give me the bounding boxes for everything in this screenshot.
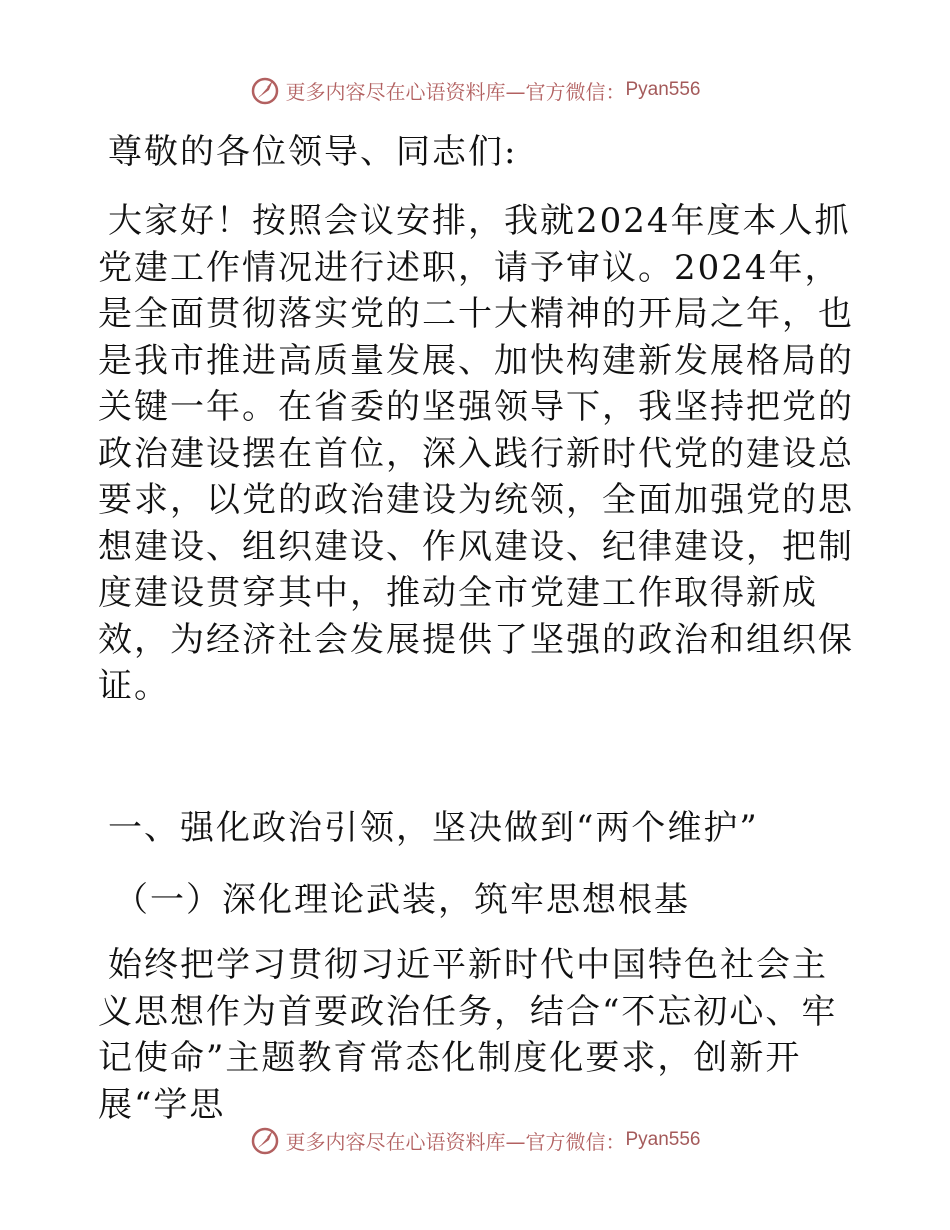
subsection-heading-1: （一）深化理论武装，筑牢思想根基	[114, 880, 690, 920]
footer-banner	[0, 1120, 950, 1160]
paragraph-1-text: 大家好！按照会议安排，我就2024年度本人抓党建工作情况进行述职，请予审议。2024年，是全面贯彻落实党的二十大精神的开局之年，也是我市推进高质量发展、加快构建新发展格局的关键一年。在省委的坚强领导下，我坚持把党的政治建设摆在首位，深入践行新时代党的建设总要求，以党的政治建设为统领，全面加强党的思想建设、组织建设、作风建设、纪律建设，把制度建设贯穿其中，推动全市党建工作取得新成效，为经济社会发展提供了坚强的政治和组织保证。	[98, 201, 854, 706]
feather-circle-logo-icon	[249, 74, 281, 106]
section-heading-1: 一、强化政治引领，坚决做到“两个维护”	[108, 808, 759, 848]
header-banner	[0, 70, 950, 110]
banner-text: 更多内容尽在心语资料库—官方微信：	[285, 1129, 626, 1154]
feather-circle-logo-icon	[249, 1124, 281, 1156]
paragraph-1	[98, 198, 858, 710]
banner-contact: Pyan556	[625, 1129, 701, 1150]
banner-text: 更多内容尽在心语资料库—官方微信：	[285, 79, 626, 104]
paragraph-2-text: 始终把学习贯彻习近平新时代中国特色社会主义思想作为首要政治任务，结合“不忘初心、牢记使命”主题教育常态化制度化要求，创新开展“学思	[98, 945, 838, 1125]
banner-contact: Pyan556	[625, 79, 701, 100]
paragraph-2	[98, 942, 858, 1128]
greeting: 尊敬的各位领导、同志们:	[108, 132, 518, 172]
